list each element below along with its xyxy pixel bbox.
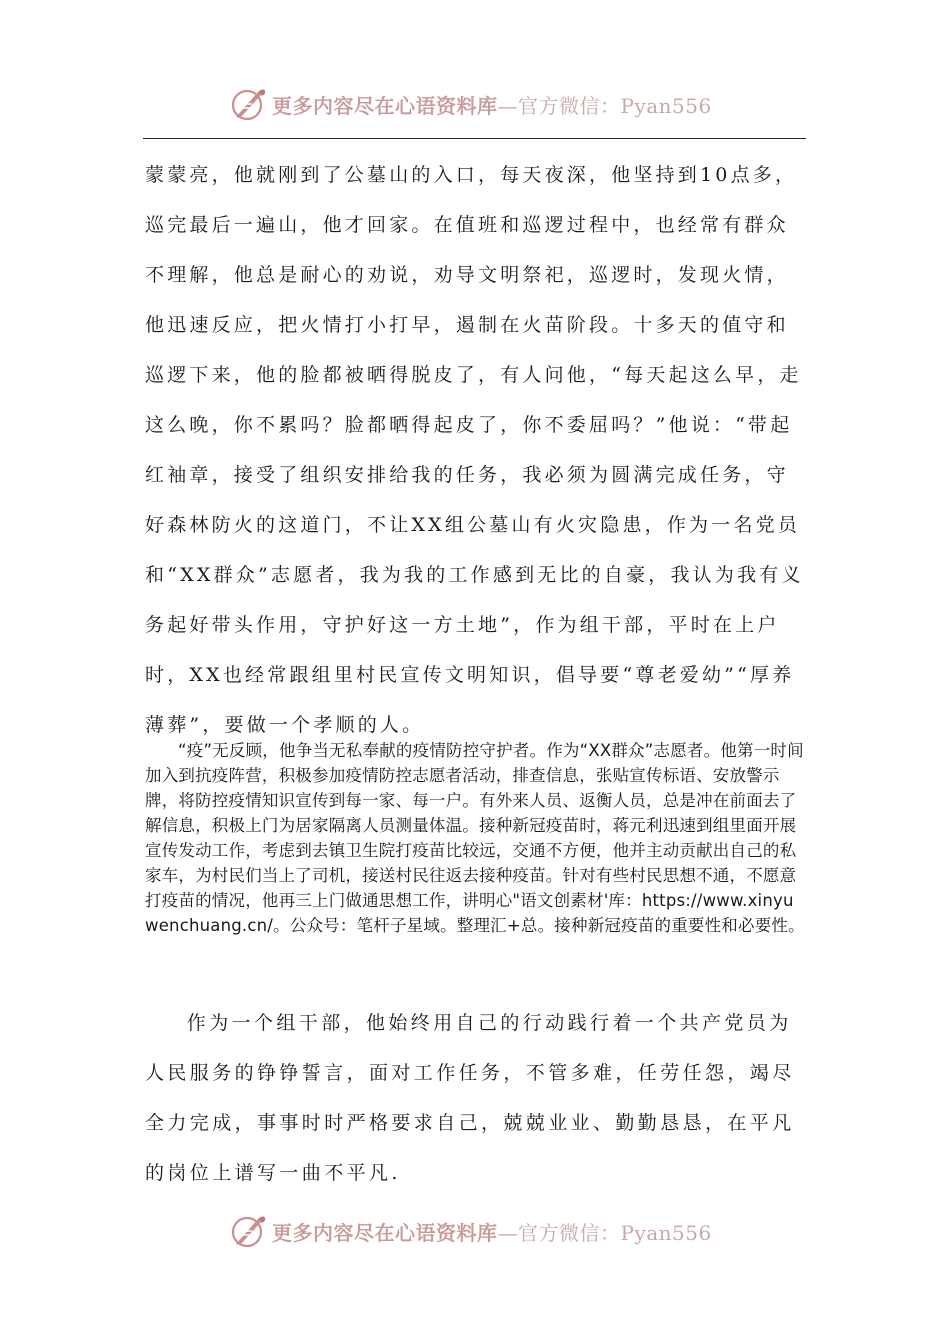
footer-wechat-label: 官方微信： — [518, 1220, 621, 1245]
header-brand: 更多内容尽在心语资料库 — [272, 93, 498, 118]
header-divider — [143, 138, 806, 139]
quill-pen-icon — [228, 84, 268, 124]
header-wechat-label: 官方微信： — [518, 93, 621, 118]
paragraph-continuation — [145, 150, 805, 750]
quill-pen-icon — [228, 1211, 268, 1251]
paragraph-continuation-text: 蒙蒙亮，他就刚到了公墓山的入口，每天夜深，他坚持到10点多，巡完最后一遍山，他才回家。在值班和巡逻过程中，也经常有群众不理解，他总是耐心的劝说，劝导文明祭祀，巡逻时，发现火情，他迅速反应，把火情打小打早，遏制在火苗阶段。十多天的值守和巡逻下来，他的脸都被晒得脱皮了，有人问他，“每天起这么早，走这么晚，你不累吗？脸都晒得起皮了，你不委屈吗？”他说：“带起红袖章，接受了组织安排给我的任务，我必须为圆满完成任务，守好森林防火的这道门，不让XX组公墓山有火灾隐患，作为一名党员和“XX群众”志愿者，我为我的工作感到无比的自豪，我认为我有义务起好带头作用，守护好这一方土地”，作为组干部，平时在上户时，XX也经常跟组里村民宣传文明知识，倡导要“尊老爱幼”“厚养薄葬”，要做一个孝顺的人。 — [145, 164, 804, 736]
header-wechat-id: Pyan556 — [620, 93, 712, 118]
paragraph-closing-text: 作为一个组干部，他始终用自己的行动践行着一个共产党员为人民服务的铮铮誓言，面对工作任务，不管多难，任劳任怨，竭尽全力完成，事事时时严格要求自己，兢兢业业、勤勤恳恳，在平凡的岗位上谱写一曲不平凡. — [145, 1012, 795, 1184]
paragraph-epidemic — [145, 738, 805, 938]
footer-wechat-id: Pyan556 — [620, 1220, 712, 1245]
footer-dash: — — [497, 1220, 518, 1245]
paragraph-closing — [145, 998, 805, 1198]
header-banner — [228, 84, 748, 124]
header-text — [272, 90, 712, 119]
footer-brand: 更多内容尽在心语资料库 — [272, 1220, 498, 1245]
footer-banner — [228, 1211, 748, 1251]
header-dash: — — [497, 93, 518, 118]
paragraph-epidemic-text: “疫”无反顾，他争当无私奉献的疫情防控守护者。作为“XX群众”志愿者。他第一时间加入到抗疫阵营，积极参加疫情防控志愿者活动，排查信息，张贴宣传标语、安放警示牌，将防控疫情知识宣传到每一家、每一户。有外来人员、返衡人员，总是冲在前面去了解信息，积极上门为居家隔离人员测量体温。接种新冠疫苗时，蒋元利迅速到组里面开展宣传发动工作，考虑到去镇卫生院打疫苗比较远，交通不方便，他并主动贡献出自己的私家车，为村民们当上了司机，接送村民往返去接种疫苗。针对有些村民思想不通，不愿意打疫苗的情况，他再三上门做通思想工作，讲明心"语文创素材'库：https://www.xinyuwenchuang.cn/。公众号：笔杆子星域。整理汇+总。接种新冠疫苗的重要性和必要性。 — [145, 741, 805, 935]
footer-text — [272, 1217, 712, 1246]
